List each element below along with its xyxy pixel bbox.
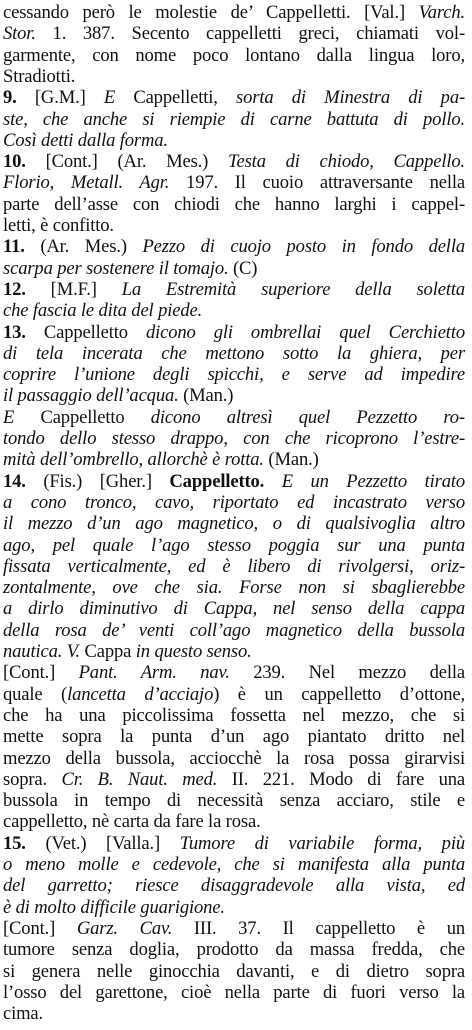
text-segment: Garz. Cav.	[76, 917, 173, 939]
text-segment: Cappelletto.	[169, 470, 265, 492]
text-segment: (Man.)	[263, 449, 319, 471]
text-segment: zontalmente, ove che sia. Forse non si sbaglierebbe	[3, 577, 465, 599]
text-segment: (Ar. Mes.)	[40, 236, 143, 258]
text-segment: l’osso del garettone, cioè nella parte di fuori verso la	[3, 981, 465, 1003]
text-segment: mette sopra la punta d’un ago piantato dritto nel	[3, 726, 465, 748]
text-segment: 10.	[3, 151, 46, 173]
text-segment: [G.M.]	[34, 87, 104, 109]
text-segment: Cappelletti,	[133, 87, 236, 109]
text-segment: Cappelletto	[40, 406, 151, 428]
text-segment: il passaggio dell’acqua.	[3, 385, 179, 407]
text-segment: E un Pezzetto tirato	[264, 470, 466, 492]
text-segment: nautica. V.	[3, 641, 85, 662]
text-segment: II. 221. Modo di fare una	[217, 768, 465, 790]
text-segment: dicono gli ombrellai quel Cerchietto	[145, 321, 465, 343]
text-segment: garmente, con nome poco lontano dalla lingua loro,	[3, 44, 465, 66]
text-segment: (Vet.) [Valla.]	[45, 832, 180, 854]
text-segment: cappelletto, nè carta da fare la rosa.	[3, 811, 261, 833]
text-segment: (C)	[228, 257, 258, 279]
text-segment: Florio, Metall. Agr.	[3, 172, 170, 194]
text-segment: Varch.	[418, 2, 465, 23]
text-segment: Stor.	[3, 23, 36, 45]
text-segment: si genera nelle ginocchia davanti, e di dietro sopra	[3, 960, 465, 982]
text-segment: [Cont.]	[3, 917, 77, 939]
text-segment: è di molto difficile guarigione.	[3, 896, 225, 918]
text-segment: 11.	[3, 236, 41, 258]
text-segment: Cappelletto	[43, 321, 146, 343]
text-segment: tondo dello stesso drappo, con che ricoprono l’estre-	[3, 428, 465, 449]
text-segment: Pant. Arm. nav.	[78, 662, 230, 684]
text-segment: tumore senza doglia, prodotto da massa fredda, che	[3, 939, 465, 961]
text-segment: o meno molle e cedevole, che si manifesta alla punta	[3, 854, 465, 875]
text-segment: ago, pel quale l’ago stesso poggia sur una punta	[3, 534, 465, 556]
text-segment: di tela incerata che mettono sotto la ghiera, per	[3, 342, 465, 364]
text-segment: Testa di chiodo, Cappello.	[228, 151, 466, 173]
text-segment: sopra.	[3, 768, 62, 790]
text-segment: lancetta d’acciajo	[67, 683, 214, 705]
text-segment: 9.	[3, 87, 35, 109]
text-segment: il mezzo d’un ago magnetico, o di qualsivoglia altro	[3, 513, 465, 535]
text-segment: mità dell’ombrello, allorchè è rotta.	[3, 449, 264, 471]
text-segment: 239. Nel mezzo della	[229, 662, 465, 684]
text-segment: che fascia le dita del piede.	[3, 300, 203, 322]
text-segment: (Man.)	[178, 385, 234, 407]
text-segment: (Fis.) [Gher.]	[43, 470, 170, 492]
text-segment: 15.	[3, 832, 46, 854]
text-segment: 13.	[3, 321, 44, 343]
text-segment: ste, che anche si riempie di carne battuta di pollo.	[3, 108, 465, 130]
text-segment: in questo senso.	[135, 641, 252, 662]
text-segment: parte dell’asse con chiodi che hanno larghi i cappel-	[3, 193, 465, 215]
text-segment: dicono altresì quel Pezzetto ro-	[150, 406, 465, 428]
text-segment: fissata verticalmente, ed è libero di rivolgersi, oriz-	[3, 555, 465, 577]
text-segment: letti, è confitto.	[3, 215, 114, 236]
text-segment: quale (	[3, 683, 68, 705]
text-line	[3, 1002, 465, 1026]
text-segment: a dirlo diminutivo di Cappa, nel senso della cappa	[3, 598, 465, 620]
text-segment: Pezzo di cuojo posto in fondo della	[142, 236, 465, 258]
text-segment: III. 37. Il cappelletto è un	[172, 917, 465, 939]
text-segment: bussola in tempo di necessità senza acciaro, stile e	[3, 790, 465, 812]
text-segment: scarpa per sostenere il tomajo.	[3, 257, 229, 279]
text-segment: Cr. B. Naut. med.	[61, 768, 218, 790]
text-segment: 1. 387. Secento cappelletti greci, chiamati vol-	[35, 23, 465, 45]
text-segment: Stradiotti.	[3, 65, 76, 87]
text-segment: a cono tronco, cavo, riportato ed incastrato verso	[3, 491, 465, 513]
text-segment: sorta di Minestra di pa-	[236, 87, 466, 109]
text-segment: La Estremità superiore della soletta	[121, 278, 465, 300]
text-segment: E	[3, 406, 41, 428]
text-segment: cima.	[3, 1003, 44, 1025]
text-segment: 14.	[3, 470, 44, 492]
text-segment: Cappa	[84, 641, 136, 662]
text-segment: del garretto; riesce disaggradevole alla vista, ed	[3, 875, 465, 897]
text-segment: Così detti dalla forma.	[3, 129, 168, 151]
text-segment: E	[103, 87, 134, 109]
text-segment: ) è un cappelletto d’ottone,	[213, 683, 465, 705]
text-segment: [M.F.]	[50, 278, 122, 300]
text-segment: mezzo della bussola, acciocchè la rosa possa girarvisi	[3, 747, 465, 769]
text-segment: [Cont.] (Ar. Mes.)	[45, 151, 228, 173]
text-segment: 12.	[3, 278, 51, 300]
text-segment: che ha una piccolissima fossetta nel mezzo, che si	[3, 704, 465, 726]
text-segment: [Cont.]	[3, 662, 79, 684]
text-segment: Tumore di variabile forma, più	[179, 832, 465, 854]
text-segment: della rosa de’ venti coll’ago magnetico della bussola	[3, 619, 465, 641]
text-segment: 197. Il cuoio attraversante nella	[169, 172, 465, 194]
text-segment: coprire l’unione degli spicchi, e serve ad impedire	[3, 364, 465, 386]
text-segment: cessando però le molestie de’ Cappelletti. [Val.]	[3, 2, 419, 23]
